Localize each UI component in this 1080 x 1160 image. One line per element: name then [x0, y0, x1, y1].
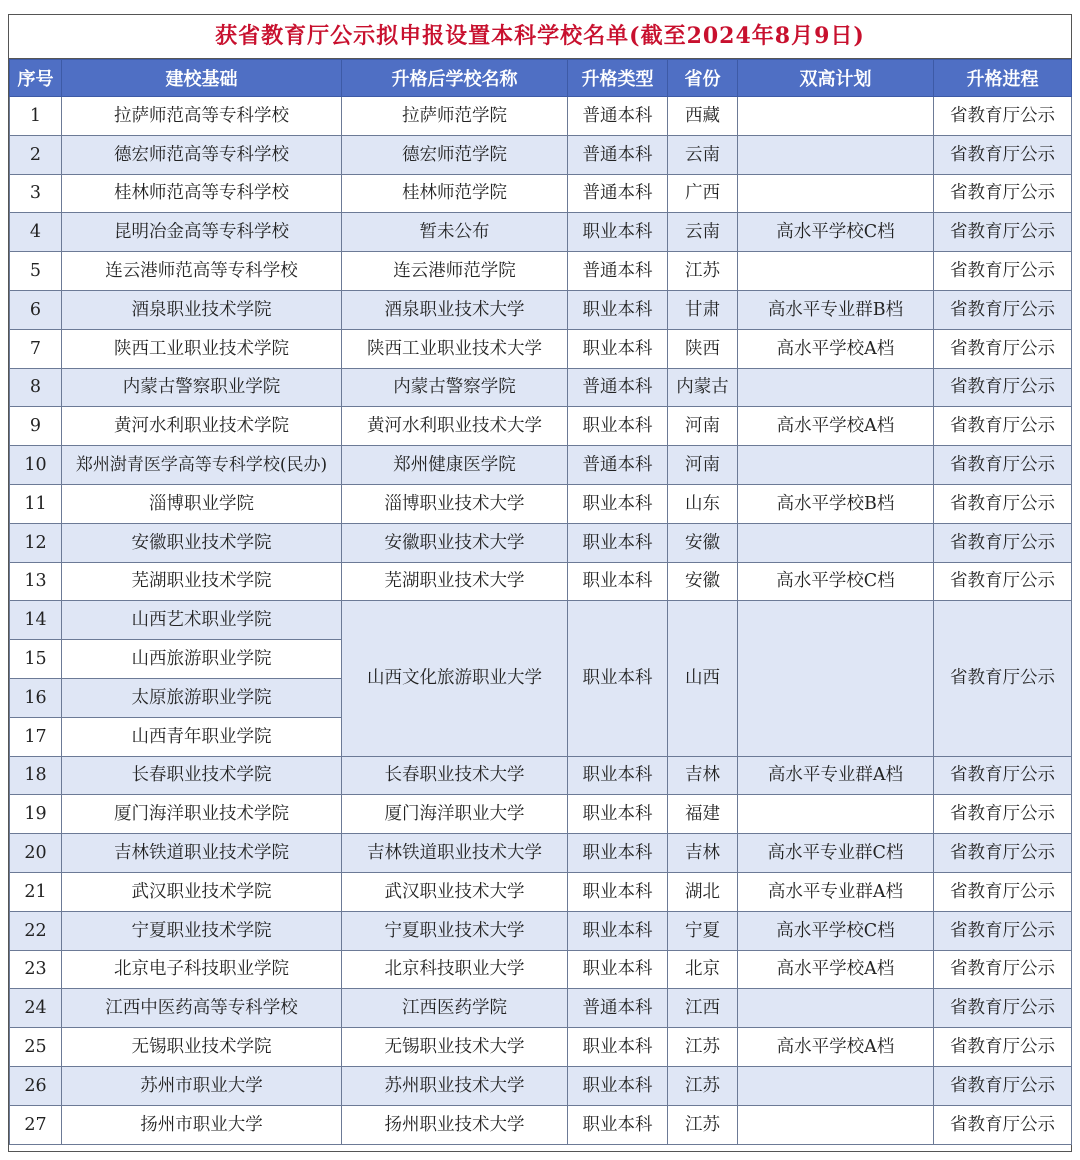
cell-type: 职业本科: [568, 834, 668, 873]
cell-type: 职业本科: [568, 290, 668, 329]
cell-base: 山西旅游职业学院: [62, 640, 342, 679]
cell-plan: 高水平学校A档: [738, 950, 934, 989]
cell-plan: 高水平学校C档: [738, 562, 934, 601]
cell-base: 无锡职业技术学院: [62, 1028, 342, 1067]
cell-new-name: 黄河水利职业技术大学: [342, 407, 568, 446]
cell-plan: [738, 1105, 934, 1144]
cell-no: 11: [10, 484, 62, 523]
cell-plan: [738, 135, 934, 174]
cell-province: 江苏: [668, 1105, 738, 1144]
header-type: 升格类型: [568, 60, 668, 97]
cell-progress: 省教育厅公示: [934, 174, 1072, 213]
cell-type: 职业本科: [568, 795, 668, 834]
cell-type: 普通本科: [568, 97, 668, 136]
cell-no: 19: [10, 795, 62, 834]
cell-progress: 省教育厅公示: [934, 368, 1072, 407]
cell-base: 芜湖职业技术学院: [62, 562, 342, 601]
cell-province: 云南: [668, 213, 738, 252]
cell-no: 18: [10, 756, 62, 795]
cell-progress: 省教育厅公示: [934, 834, 1072, 873]
table-row: [10, 756, 1072, 795]
cell-new-name: 江西医药学院: [342, 989, 568, 1028]
cell-province: 云南: [668, 135, 738, 174]
cell-progress: 省教育厅公示: [934, 523, 1072, 562]
cell-type-merged: 职业本科: [568, 601, 668, 756]
table-row: [10, 97, 1072, 136]
cell-plan: 高水平学校B档: [738, 484, 934, 523]
cell-plan: 高水平学校A档: [738, 1028, 934, 1067]
header-plan: 双高计划: [738, 60, 934, 97]
cell-progress: 省教育厅公示: [934, 252, 1072, 291]
cell-base: 厦门海洋职业技术学院: [62, 795, 342, 834]
cell-type: 普通本科: [568, 989, 668, 1028]
cell-plan: 高水平专业群A档: [738, 756, 934, 795]
cell-province: 内蒙古: [668, 368, 738, 407]
page-title: 获省教育厅公示拟申报设置本科学校名单(截至2024年8月9日): [9, 15, 1071, 59]
table-row: [10, 1105, 1072, 1144]
cell-base: 连云港师范高等专科学校: [62, 252, 342, 291]
table-row: [10, 368, 1072, 407]
cell-new-name: 宁夏职业技术大学: [342, 911, 568, 950]
cell-plan: [738, 523, 934, 562]
table-body: [10, 97, 1072, 1145]
cell-new-name: 德宏师范学院: [342, 135, 568, 174]
cell-base: 郑州澍青医学高等专科学校(民办): [62, 446, 342, 485]
cell-no: 1: [10, 97, 62, 136]
table-row: [10, 1066, 1072, 1105]
cell-base: 长春职业技术学院: [62, 756, 342, 795]
cell-type: 职业本科: [568, 1105, 668, 1144]
cell-base: 山西艺术职业学院: [62, 601, 342, 640]
cell-base: 拉萨师范高等专科学校: [62, 97, 342, 136]
cell-type: 职业本科: [568, 213, 668, 252]
cell-base: 北京电子科技职业学院: [62, 950, 342, 989]
cell-type: 普通本科: [568, 135, 668, 174]
cell-progress: 省教育厅公示: [934, 329, 1072, 368]
cell-new-name: 酒泉职业技术大学: [342, 290, 568, 329]
cell-progress: 省教育厅公示: [934, 1066, 1072, 1105]
cell-new-name: 淄博职业技术大学: [342, 484, 568, 523]
header-base: 建校基础: [62, 60, 342, 97]
table-row: [10, 911, 1072, 950]
cell-plan: [738, 446, 934, 485]
cell-type: 职业本科: [568, 872, 668, 911]
cell-province: 陕西: [668, 329, 738, 368]
cell-province: 吉林: [668, 756, 738, 795]
cell-new-name: 安徽职业技术大学: [342, 523, 568, 562]
cell-base: 宁夏职业技术学院: [62, 911, 342, 950]
cell-new-name: 吉林铁道职业技术大学: [342, 834, 568, 873]
cell-progress: 省教育厅公示: [934, 97, 1072, 136]
cell-no: 12: [10, 523, 62, 562]
cell-type: 职业本科: [568, 523, 668, 562]
cell-new-name: 郑州健康医学院: [342, 446, 568, 485]
cell-new-name: 陕西工业职业技术大学: [342, 329, 568, 368]
cell-progress: 省教育厅公示: [934, 562, 1072, 601]
table-row: [10, 989, 1072, 1028]
cell-progress: 省教育厅公示: [934, 795, 1072, 834]
table-row: [10, 834, 1072, 873]
cell-plan: [738, 368, 934, 407]
cell-no: 21: [10, 872, 62, 911]
cell-no: 4: [10, 213, 62, 252]
cell-type: 职业本科: [568, 329, 668, 368]
cell-new-name: 无锡职业技术大学: [342, 1028, 568, 1067]
cell-new-name: 内蒙古警察学院: [342, 368, 568, 407]
header-progress: 升格进程: [934, 60, 1072, 97]
cell-province-merged: 山西: [668, 601, 738, 756]
table-row: [10, 446, 1072, 485]
cell-progress-merged: 省教育厅公示: [934, 601, 1072, 756]
cell-base: 内蒙古警察职业学院: [62, 368, 342, 407]
cell-progress: 省教育厅公示: [934, 407, 1072, 446]
table-row: [10, 601, 1072, 640]
cell-province: 江苏: [668, 252, 738, 291]
cell-base: 武汉职业技术学院: [62, 872, 342, 911]
cell-plan: [738, 97, 934, 136]
cell-progress: 省教育厅公示: [934, 1105, 1072, 1144]
cell-type: 职业本科: [568, 1066, 668, 1105]
table-row: [10, 950, 1072, 989]
cell-province: 江苏: [668, 1066, 738, 1105]
cell-province: 宁夏: [668, 911, 738, 950]
table-row: [10, 484, 1072, 523]
cell-new-name: 长春职业技术大学: [342, 756, 568, 795]
cell-type: 普通本科: [568, 252, 668, 291]
cell-new-name: 暂未公布: [342, 213, 568, 252]
cell-new-name: 扬州职业技术大学: [342, 1105, 568, 1144]
cell-plan: [738, 989, 934, 1028]
cell-new-name-merged: 山西文化旅游职业大学: [342, 601, 568, 756]
table-row: [10, 329, 1072, 368]
cell-province: 山东: [668, 484, 738, 523]
cell-plan: 高水平专业群B档: [738, 290, 934, 329]
cell-new-name: 拉萨师范学院: [342, 97, 568, 136]
cell-no: 2: [10, 135, 62, 174]
cell-progress: 省教育厅公示: [934, 1028, 1072, 1067]
cell-no: 24: [10, 989, 62, 1028]
cell-progress: 省教育厅公示: [934, 290, 1072, 329]
cell-no: 25: [10, 1028, 62, 1067]
schools-table: [9, 59, 1072, 1145]
cell-no: 7: [10, 329, 62, 368]
cell-plan: 高水平学校C档: [738, 911, 934, 950]
cell-plan: [738, 174, 934, 213]
cell-province: 江西: [668, 989, 738, 1028]
cell-no: 17: [10, 717, 62, 756]
cell-no: 27: [10, 1105, 62, 1144]
table-row: [10, 523, 1072, 562]
cell-plan: [738, 1066, 934, 1105]
cell-base: 太原旅游职业学院: [62, 678, 342, 717]
cell-plan: [738, 252, 934, 291]
cell-plan: [738, 795, 934, 834]
cell-base: 昆明冶金高等专科学校: [62, 213, 342, 252]
cell-plan: 高水平专业群A档: [738, 872, 934, 911]
cell-plan: 高水平学校A档: [738, 329, 934, 368]
header-no: 序号: [10, 60, 62, 97]
cell-type: 职业本科: [568, 911, 668, 950]
cell-type: 职业本科: [568, 407, 668, 446]
cell-no: 26: [10, 1066, 62, 1105]
cell-base: 陕西工业职业技术学院: [62, 329, 342, 368]
cell-base: 安徽职业技术学院: [62, 523, 342, 562]
cell-progress: 省教育厅公示: [934, 950, 1072, 989]
cell-progress: 省教育厅公示: [934, 911, 1072, 950]
cell-no: 3: [10, 174, 62, 213]
cell-province: 河南: [668, 407, 738, 446]
cell-base: 吉林铁道职业技术学院: [62, 834, 342, 873]
cell-province: 江苏: [668, 1028, 738, 1067]
table-row: [10, 252, 1072, 291]
cell-new-name: 连云港师范学院: [342, 252, 568, 291]
cell-plan: 高水平专业群C档: [738, 834, 934, 873]
cell-province: 河南: [668, 446, 738, 485]
cell-base: 桂林师范高等专科学校: [62, 174, 342, 213]
cell-province: 广西: [668, 174, 738, 213]
cell-type: 普通本科: [568, 174, 668, 213]
cell-new-name: 桂林师范学院: [342, 174, 568, 213]
cell-progress: 省教育厅公示: [934, 135, 1072, 174]
cell-base: 苏州市职业大学: [62, 1066, 342, 1105]
cell-progress: 省教育厅公示: [934, 213, 1072, 252]
table-row: [10, 407, 1072, 446]
cell-no: 9: [10, 407, 62, 446]
cell-plan: 高水平学校A档: [738, 407, 934, 446]
cell-province: 安徽: [668, 523, 738, 562]
cell-new-name: 苏州职业技术大学: [342, 1066, 568, 1105]
cell-type: 普通本科: [568, 446, 668, 485]
cell-no: 20: [10, 834, 62, 873]
cell-progress: 省教育厅公示: [934, 756, 1072, 795]
cell-no: 16: [10, 678, 62, 717]
table-row: [10, 562, 1072, 601]
cell-new-name: 厦门海洋职业大学: [342, 795, 568, 834]
cell-new-name: 武汉职业技术大学: [342, 872, 568, 911]
cell-no: 15: [10, 640, 62, 679]
cell-base: 德宏师范高等专科学校: [62, 135, 342, 174]
cell-no: 5: [10, 252, 62, 291]
cell-no: 13: [10, 562, 62, 601]
cell-province: 吉林: [668, 834, 738, 873]
cell-type: 职业本科: [568, 1028, 668, 1067]
cell-progress: 省教育厅公示: [934, 484, 1072, 523]
cell-province: 北京: [668, 950, 738, 989]
cell-type: 职业本科: [568, 562, 668, 601]
cell-base: 扬州市职业大学: [62, 1105, 342, 1144]
cell-type: 普通本科: [568, 368, 668, 407]
cell-no: 8: [10, 368, 62, 407]
document-sheet: [8, 14, 1072, 1152]
cell-type: 职业本科: [568, 756, 668, 795]
cell-province: 安徽: [668, 562, 738, 601]
cell-no: 22: [10, 911, 62, 950]
table-row: [10, 872, 1072, 911]
cell-no: 23: [10, 950, 62, 989]
cell-new-name: 北京科技职业大学: [342, 950, 568, 989]
cell-base: 淄博职业学院: [62, 484, 342, 523]
cell-province: 福建: [668, 795, 738, 834]
cell-no: 10: [10, 446, 62, 485]
cell-type: 职业本科: [568, 950, 668, 989]
cell-type: 职业本科: [568, 484, 668, 523]
header-new-name: 升格后学校名称: [342, 60, 568, 97]
header-province: 省份: [668, 60, 738, 97]
cell-province: 湖北: [668, 872, 738, 911]
table-row: [10, 213, 1072, 252]
cell-province: 西藏: [668, 97, 738, 136]
cell-no: 6: [10, 290, 62, 329]
table-row: [10, 795, 1072, 834]
table-header-row: [10, 60, 1072, 97]
cell-progress: 省教育厅公示: [934, 446, 1072, 485]
cell-progress: 省教育厅公示: [934, 872, 1072, 911]
table-row: [10, 135, 1072, 174]
table-row: [10, 290, 1072, 329]
cell-base: 黄河水利职业技术学院: [62, 407, 342, 446]
cell-province: 甘肃: [668, 290, 738, 329]
table-row: [10, 174, 1072, 213]
table-row: [10, 1028, 1072, 1067]
cell-plan-merged: [738, 601, 934, 756]
cell-base: 江西中医药高等专科学校: [62, 989, 342, 1028]
cell-plan: 高水平学校C档: [738, 213, 934, 252]
cell-progress: 省教育厅公示: [934, 989, 1072, 1028]
cell-base: 山西青年职业学院: [62, 717, 342, 756]
cell-base: 酒泉职业技术学院: [62, 290, 342, 329]
cell-new-name: 芜湖职业技术大学: [342, 562, 568, 601]
cell-no: 14: [10, 601, 62, 640]
